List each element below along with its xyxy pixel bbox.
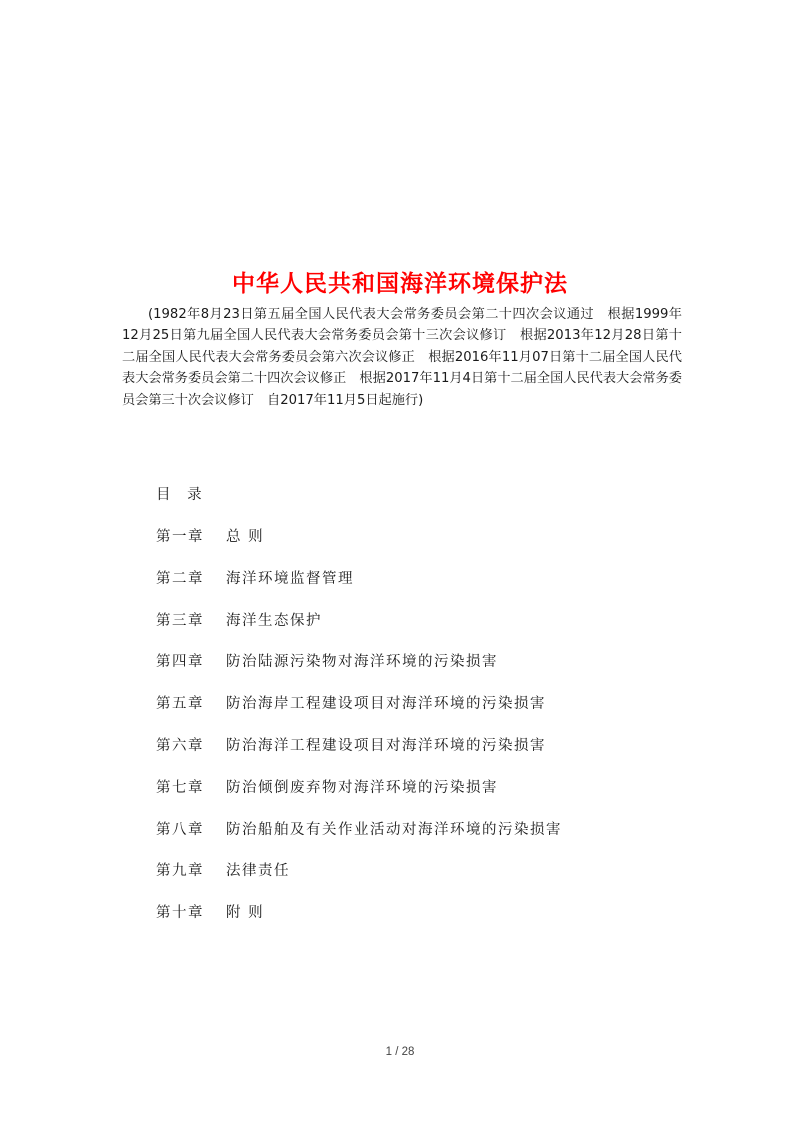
toc-chapter-title: 海洋环境监督管理 xyxy=(226,570,354,587)
toc-item-chapter-8[interactable] xyxy=(156,820,562,840)
toc-item-chapter-5[interactable] xyxy=(156,694,562,714)
toc-heading: 目 录 xyxy=(156,487,208,503)
toc-chapter-number: 第六章 xyxy=(156,737,204,754)
toc-chapter-number: 第七章 xyxy=(156,779,204,796)
toc-chapter-title: 附 则 xyxy=(226,905,265,922)
toc-item-chapter-9[interactable] xyxy=(156,861,562,881)
toc-item-chapter-1[interactable] xyxy=(156,527,562,547)
preamble-text: (1982年8月23日第五届全国人民代表大会常务委员会第二十四次会议通过 根据1999年12月25日第九届全国人民代表大会常务委员会第十三次会议修订 根据2013年12月28日第十二届全国人民代表大会常务委员会第六次会议修正 根据2016年11月07日第十二届全国人民代表大会常务委员会第二十四次会议修正 根据2017年11月4日第十二届全国人民代表大会常务委员会第三十次会议修订 自2017年11月5日起施行) xyxy=(122,307,682,408)
toc-chapter-title: 防治陆源污染物对海洋环境的污染损害 xyxy=(226,654,498,671)
toc-chapter-title: 总 则 xyxy=(226,529,265,545)
toc-chapter-number: 第九章 xyxy=(156,863,204,880)
toc-chapter-title: 防治海洋工程建设项目对海洋环境的污染损害 xyxy=(226,737,546,754)
toc-chapter-title: 防治倾倒废弃物对海洋环境的污染损害 xyxy=(226,779,498,796)
toc-chapter-number: 第三章 xyxy=(156,612,204,629)
toc-chapter-number: 第五章 xyxy=(156,696,204,713)
toc-item-chapter-7[interactable] xyxy=(156,778,562,798)
toc-chapter-number: 第一章 xyxy=(156,529,204,545)
preamble xyxy=(122,304,682,411)
document-title: 中华人民共和国海洋环境保护法 xyxy=(232,271,568,297)
toc-chapter-number: 第十章 xyxy=(156,905,204,922)
toc-chapter-number: 第二章 xyxy=(156,570,204,587)
toc-item-chapter-3[interactable] xyxy=(156,611,562,631)
toc-item-chapter-2[interactable] xyxy=(156,569,562,589)
toc-chapter-number: 第八章 xyxy=(156,821,204,838)
toc-chapter-number: 第四章 xyxy=(156,654,204,671)
toc-chapter-title: 法律责任 xyxy=(226,863,290,880)
toc-item-chapter-4[interactable] xyxy=(156,652,562,672)
toc-item-chapter-6[interactable] xyxy=(156,736,562,756)
table-of-contents xyxy=(156,485,562,945)
toc-chapter-title: 海洋生态保护 xyxy=(226,612,322,629)
toc-chapter-title: 防治船舶及有关作业活动对海洋环境的污染损害 xyxy=(226,821,562,838)
toc-item-chapter-10[interactable] xyxy=(156,903,562,923)
toc-chapter-title: 防治海岸工程建设项目对海洋环境的污染损害 xyxy=(226,696,546,713)
page-indicator: 1 / 28 xyxy=(385,1046,415,1058)
